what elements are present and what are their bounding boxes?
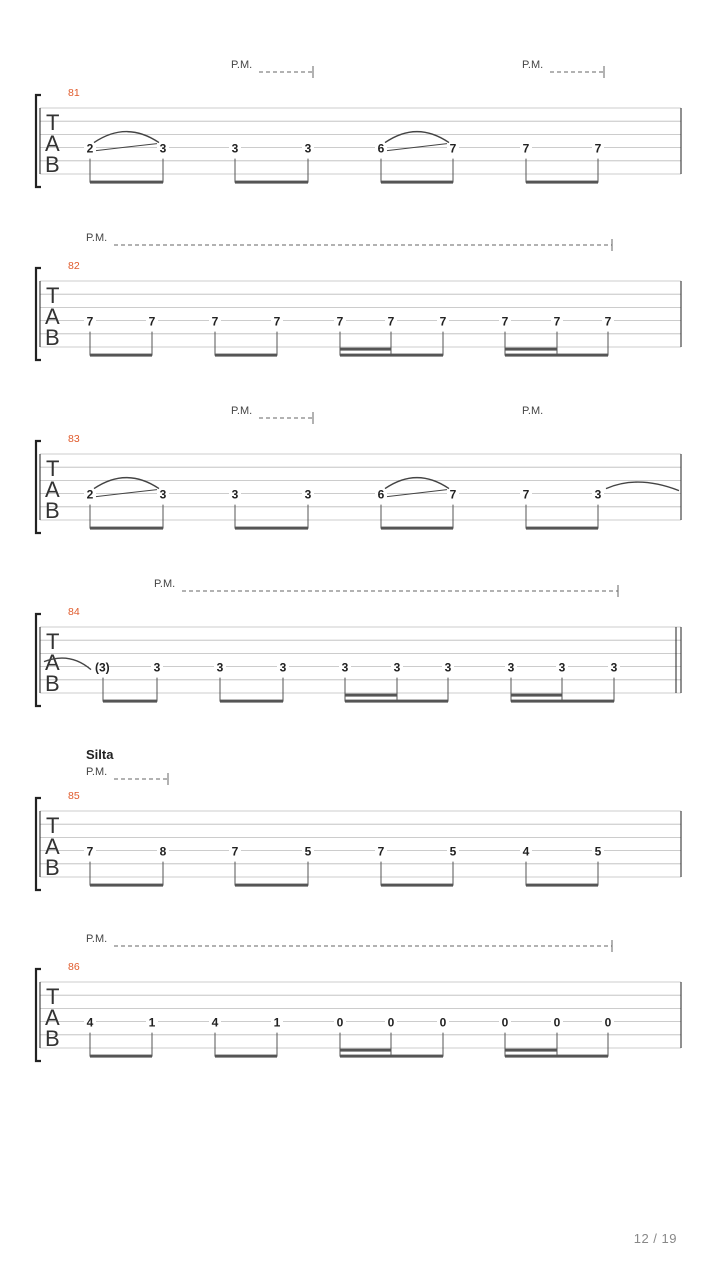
beam-secondary: [345, 694, 397, 697]
bar-number: 86: [68, 961, 80, 973]
fret-number: 7: [86, 844, 94, 859]
fret-number: 4: [522, 844, 530, 859]
fret-number: 7: [148, 314, 156, 329]
fret-number: 5: [304, 844, 312, 859]
beam: [90, 1055, 152, 1058]
fret-number: 7: [604, 314, 612, 329]
beam: [215, 1055, 277, 1058]
beam: [511, 700, 614, 703]
fret-number: 7: [336, 314, 344, 329]
tab-clef-a: A: [45, 1005, 60, 1030]
fret-number: 3: [159, 487, 167, 502]
beam: [340, 354, 443, 357]
fret-number: 3: [507, 660, 515, 675]
fret-number: 3: [341, 660, 349, 675]
beam: [235, 527, 308, 530]
slide-line: [96, 490, 157, 497]
fret-number: 7: [211, 314, 219, 329]
palm-mute-label: P.M.: [522, 405, 544, 417]
fret-number: 4: [86, 1015, 94, 1030]
beam-secondary: [505, 1049, 557, 1052]
fret-number: 3: [304, 141, 312, 156]
tab-clef-a: A: [45, 650, 60, 675]
fret-number: 7: [86, 314, 94, 329]
fret-number: 7: [439, 314, 447, 329]
beam: [215, 354, 277, 357]
beam: [526, 181, 598, 184]
fret-number: 1: [273, 1015, 281, 1030]
tab-system-85: [36, 747, 681, 890]
beam: [90, 527, 163, 530]
fret-number: 8: [159, 844, 167, 859]
tab-clef-t: T: [46, 456, 60, 481]
fret-number: 0: [501, 1015, 509, 1030]
fret-number: 7: [387, 314, 395, 329]
fret-number: 7: [273, 314, 281, 329]
fret-number: 3: [393, 660, 401, 675]
fret-number: 2: [86, 141, 94, 156]
palm-mute-label: P.M.: [154, 578, 176, 590]
tab-clef-b: B: [45, 498, 60, 523]
bar-number: 85: [68, 790, 80, 802]
tab-clef-b: B: [45, 671, 60, 696]
beam: [345, 700, 448, 703]
slide-line: [387, 144, 447, 151]
tab-system-83: [36, 405, 681, 533]
fret-number: 0: [336, 1015, 344, 1030]
beam: [90, 354, 152, 357]
fret-number: 3: [153, 660, 161, 675]
beam: [526, 527, 598, 530]
beam: [381, 181, 453, 184]
beam: [90, 884, 163, 887]
tab-clef-t: T: [46, 110, 60, 135]
fret-number: 0: [439, 1015, 447, 1030]
tab-clef-t: T: [46, 629, 60, 654]
beam: [505, 354, 608, 357]
slide-arc: [94, 132, 159, 143]
palm-mute-label: P.M.: [231, 405, 253, 417]
bar-number: 82: [68, 260, 80, 272]
tab-clef-t: T: [46, 984, 60, 1009]
fret-number: 3: [231, 141, 239, 156]
tab-system-82: [36, 232, 681, 360]
beam: [90, 181, 163, 184]
fret-number: 7: [553, 314, 561, 329]
tab-system-86: [36, 933, 681, 1061]
tab-clef-t: T: [46, 813, 60, 838]
palm-mute-label: P.M.: [86, 232, 108, 244]
tab-clef-b: B: [45, 855, 60, 880]
beam: [505, 1055, 608, 1058]
beam-secondary: [511, 694, 562, 697]
slide-arc: [94, 478, 159, 489]
slide-line: [96, 144, 157, 151]
beam: [381, 527, 453, 530]
fret-number: 7: [449, 141, 457, 156]
fret-number: 7: [522, 487, 530, 502]
beam-secondary: [340, 1049, 391, 1052]
tab-clef-b: B: [45, 1026, 60, 1051]
fret-number: 0: [553, 1015, 561, 1030]
beam: [103, 700, 157, 703]
beam: [526, 884, 598, 887]
bar-number: 83: [68, 433, 80, 445]
fret-number: 3: [216, 660, 224, 675]
fret-number: 3: [304, 487, 312, 502]
tab-clef-t: T: [46, 283, 60, 308]
palm-mute-label: P.M.: [86, 766, 108, 778]
fret-number: 7: [594, 141, 602, 156]
tab-clef-a: A: [45, 477, 60, 502]
tab-clef-a: A: [45, 304, 60, 329]
fret-number: 0: [387, 1015, 395, 1030]
beam: [220, 700, 283, 703]
fret-number: 7: [231, 844, 239, 859]
fret-number: (3): [95, 660, 110, 675]
fret-number: 3: [279, 660, 287, 675]
fret-number: 6: [377, 141, 385, 156]
page-number: 12 / 19: [633, 1231, 677, 1246]
slide-arc: [385, 478, 449, 489]
beam-secondary: [505, 348, 557, 351]
tab-system-84: [36, 578, 681, 706]
fret-number: 1: [148, 1015, 156, 1030]
fret-number: 0: [604, 1015, 612, 1030]
fret-number: 7: [377, 844, 385, 859]
fret-number: 6: [377, 487, 385, 502]
beam: [340, 1055, 443, 1058]
tab-clef-a: A: [45, 834, 60, 859]
fret-number: 3: [231, 487, 239, 502]
palm-mute-label: P.M.: [86, 933, 108, 945]
palm-mute-label: P.M.: [231, 59, 253, 71]
section-label: Silta: [86, 747, 114, 762]
tie-arc: [606, 482, 679, 491]
fret-number: 5: [594, 844, 602, 859]
fret-number: 3: [159, 141, 167, 156]
palm-mute-label: P.M.: [522, 59, 544, 71]
fret-number: 7: [522, 141, 530, 156]
beam: [235, 181, 308, 184]
fret-number: 3: [444, 660, 452, 675]
bar-number: 81: [68, 87, 80, 99]
tab-clef-b: B: [45, 325, 60, 350]
fret-number: 7: [501, 314, 509, 329]
tab-clef-a: A: [45, 131, 60, 156]
tab-clef-b: B: [45, 152, 60, 177]
tab-system-81: [36, 59, 681, 187]
slide-arc: [385, 132, 449, 143]
fret-number: 3: [594, 487, 602, 502]
beam-secondary: [340, 348, 391, 351]
slide-line: [387, 490, 447, 497]
beam: [235, 884, 308, 887]
fret-number: 5: [449, 844, 457, 859]
beam: [381, 884, 453, 887]
fret-number: 3: [558, 660, 566, 675]
fret-number: 2: [86, 487, 94, 502]
fret-number: 4: [211, 1015, 219, 1030]
bar-number: 84: [68, 606, 80, 618]
fret-number: 3: [610, 660, 618, 675]
fret-number: 7: [449, 487, 457, 502]
